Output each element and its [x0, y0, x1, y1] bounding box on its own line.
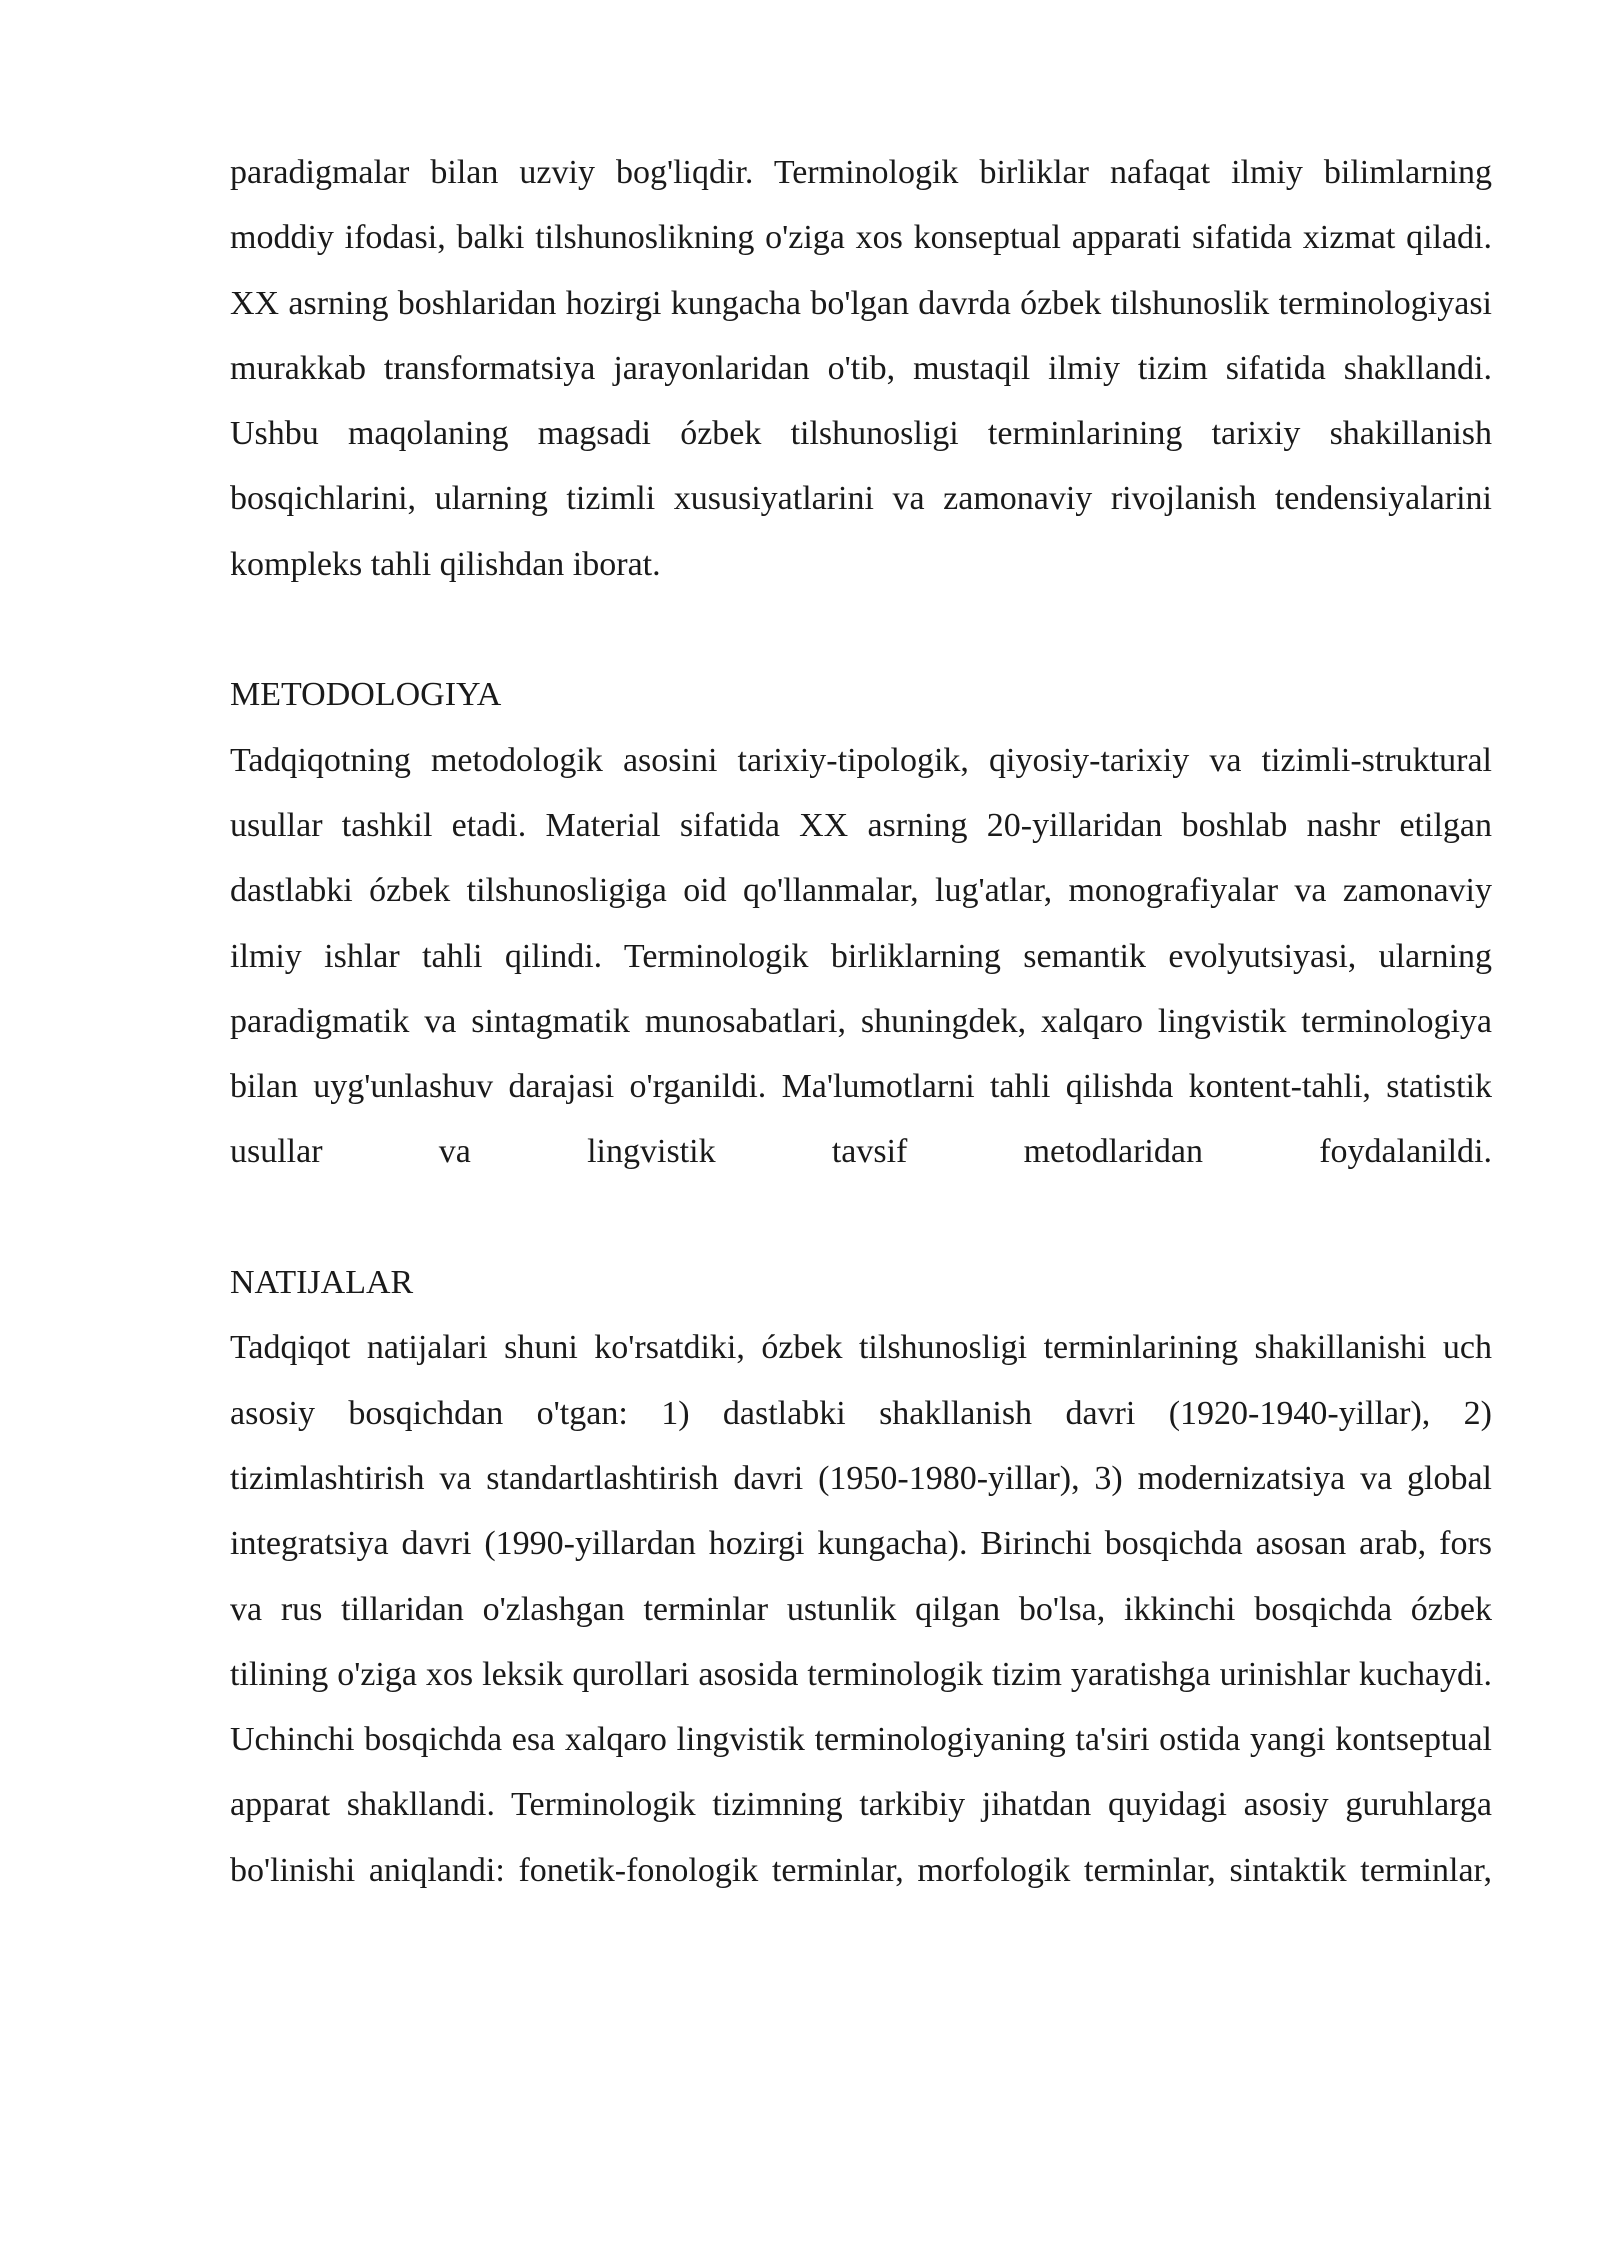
methodology-heading: METODOLOGIYA	[230, 676, 502, 714]
methodology-paragraph: Tadqiqotning metodologik asosini tarixiy-tipologik, qiyosiy-tarixiy va tizimli-struktural usullar tashkil etadi. Material sifatida XX asrning 20-yillaridan boshlab nashr etilgan dastlabki ózbek tilshunosligiga oid qo'llanmalar, lug'atlar, monografiyalar va zamonaviy ilmiy ishlar tahli qilindi. Terminologik birliklarning semantik evolyutsiyasi, ularning paradigmatik va sintagmatik munosabatlari, shuningdek, xalqaro lingvistik terminologiya bilan uyg'unlashuv darajasi o'rganildi. Ma'lumotlarni tahli qilishda kontent-tahli, statistik usullar va lingvistik tavsif metodlaridan foydalanildi.	[230, 741, 1492, 1171]
results-paragraph: Tadqiqot natijalari shuni ko'rsatdiki, ózbek tilshunosligi terminlarining shakillanishi uch asosiy bosqichdan o'tgan: 1) dastlabki shakllanish davri (1920-1940-yillar), 2) tizimlashtirish va standartlashtirish davri (1950-1980-yillar), 3) modernizatsiya va global integratsiya davri (1990-yillardan hozirgi kungacha). Birinchi bosqichda asosan arab, fors va rus tillaridan o'zlashgan terminlar ustunlik qilgan bo'lsa, ikkinchi bosqichda ózbek tilining o'ziga xos leksik qurollari asosida terminologik tizim yaratishga urinishlar kuchaydi. Uchinchi bosqichda esa xalqaro lingvistik terminologiyaning ta'siri ostida yangi kontseptual apparat shakllandi. Terminologik tizimning tarkibiy jihatdan quyidagi asosiy guruhlarga bo'linishi aniqlandi: fonetik-fonologik terminlar, morfologik terminlar, sintaktik terminlar,	[230, 1329, 1492, 1889]
document-page	[230, 140, 1492, 1903]
results-heading: NATIJALAR	[230, 1264, 414, 1302]
intro-paragraph: paradigmalar bilan uzviy bog'liqdir. Terminologik birliklar nafaqat ilmiy bilimlarning moddiy ifodasi, balki tilshunoslikning o'ziga xos konseptual apparati sifatida xizmat qiladi. XX asrning boshlaridan hozirgi kungacha bo'lgan davrda ózbek tilshunoslik terminologiyasi murakkab transformatsiya jarayonlaridan o'tib, mustaqil ilmiy tizim sifatida shakllandi. Ushbu maqolaning magsadi ózbek tilshunosligi terminlarining tarixiy shakillanish bosqichlarini, ularning tizimli xususiyatlarini va zamonaviy rivojlanish tendensiyalarini kompleks tahli qilishdan iborat.	[230, 154, 1492, 583]
